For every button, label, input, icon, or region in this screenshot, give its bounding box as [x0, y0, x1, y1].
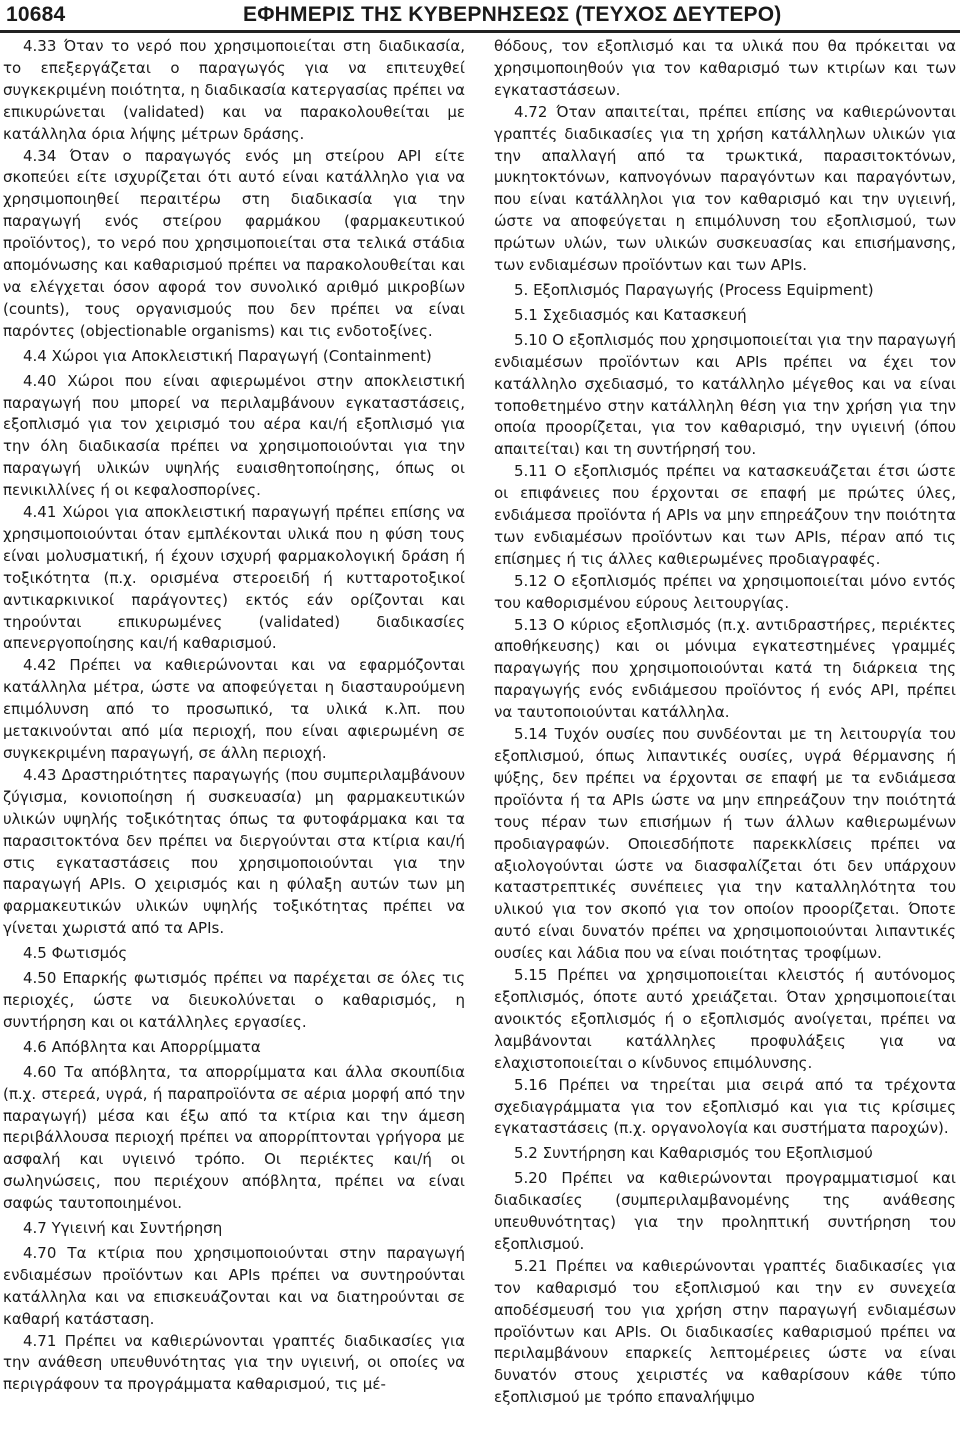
paragraph-5-15: 5.15 Πρέπει να χρησιμοποιείται κλειστός ή αυτόνομος εξοπλισμός, όποτε αυτό χρειάζεται. Όταν χρησιμοποιείται ανοικτός εξοπλισμός ή ο εξοπλισμός ανοίγεται, πρέπει να λαμβάνονται κατάλληλες προφυλάξεις για να ελαχιστοποιείται ο κίνδυνος επιμόλυνσης. [494, 966, 956, 1072]
paragraph-5-10: 5.10 Ο εξοπλισμός που χρησιμοποιείται για την παραγωγή ενδιαμέσων προϊόντων και APIs πρέπει να έχει τον κατάλληλο σχεδιασμό, το κατάλληλο μέγεθος και να είναι τοποθετημένο στην κατάλληλη θέση για την χρήση για την οποία προορίζεται, για τον καθαρισμό, την υγιεινή (όπου απαιτείται) και τη συντήρησή του. [494, 330, 956, 459]
left-column [3, 36, 465, 1396]
page-number: 10684 [6, 3, 66, 26]
section-heading-5-2: 5.2 Συντήρηση και Καθαρισμός του Εξοπλισμού [514, 1144, 873, 1163]
paragraph-4-70: 4.70 Τα κτίρια που χρησιμοποιούνται στην παραγωγή ενδιαμέσων προϊόντων και APIs πρέπει να συντηρούνται κατάλληλα και να επισκευάζονται και να διατηρούνται σε καθαρή κατάσταση. [3, 1243, 465, 1328]
paragraph-4-71: 4.71 Πρέπει να καθιερώνονται γραπτές διαδικασίες για την ανάθεση υπευθυνότητας για την υγιεινή, οι οποίες να περιγράφουν τα προγράμματα καθαρισμού, τις μέ- [3, 1331, 465, 1394]
section-heading-5-1: 5.1 Σχεδιασμός και Κατασκευή [514, 305, 747, 324]
section-heading-4-4: 4.4 Χώροι για Αποκλειστική Παραγωγή (Containment) [23, 346, 432, 365]
paragraph-5-21: 5.21 Πρέπει να καθιερώνονται γραπτές διαδικασίες για τον καθαρισμό του εξοπλισμού και την εν συνεχεία αποδέσμευσή του για χρήση στην παραγωγή ενδιαμέσων προϊόντων και APIs. Οι διαδικασίες καθαρισμού πρέπει να περιλαμβάνουν επαρκείς λεπτομέρειες ώστε να είναι δυνατόν στους χειριστές να καθαρίσουν κάθε τύπο εξοπλισμού με τρόπο επαναλήψιμο [494, 1256, 956, 1407]
section-heading-4-6: 4.6 Απόβλητα και Απορρίμματα [23, 1037, 261, 1056]
paragraph-4-50: 4.50 Επαρκής φωτισμός πρέπει να παρέχεται σε όλες τις περιοχές, ώστε να διευκολύνεται ο καθαρισμός, η συντήρηση και οι κατάλληλες εργασίες. [3, 969, 465, 1031]
paragraph-5-13: 5.13 Ο κύριος εξοπλισμός (π.χ. αντιδραστήρες, περιέκτες αποθήκευσης) και οι μόνιμα εγκατεστημένες γραμμές παραγωγής που χρησιμοποιούνται κατά τη διάρκεια της παραγωγής ενός ενδιάμεσου προϊόντος ή ενός API, πρέπει να ταυτοποιούνται κατάλληλα. [494, 615, 956, 722]
paragraph-5-16: 5.16 Πρέπει να τηρείται μια σειρά από τα τρέχοντα σχεδιαγράμματα για τον εξοπλισμό και για τις κρίσιμες εγκαταστάσεις (π.χ. οργανολογία και συστήματα παροχών). [494, 1075, 956, 1138]
paragraph-4-41: 4.41 Χώροι για αποκλειστική παραγωγή πρέπει επίσης να χρησιμοποιούνται όταν εμπλέκονται υλικά που η φύση τους είναι μολυσματική, ή έχουν ισχυρή φαρμακολογική δράση ή τοξικότητα (π.χ. ορισμένα στεροειδή ή κυτταροτοξικοί αντικαρκινικοί παράγοντες) εκτός εάν ορίζονται και τηρούνται επικυρωμένες (validated) διαδικασίες απενεργοποίησης και/ή καθαρισμού. [3, 503, 465, 653]
journal-title: ΕΦΗΜΕΡΙΣ ΤΗΣ ΚΥΒΕΡΝΗΣΕΩΣ (ΤΕΥΧΟΣ ΔΕΥΤΕΡΟ) [243, 3, 782, 26]
paragraph-4-60: 4.60 Τα απόβλητα, τα απορρίμματα και άλλα σκουπίδια (π.χ. στερεά, υγρά, ή παραπροϊόντα σε αέρια μορφή από την παραγωγή) μέσα και έξω από τα κτίρια και την άμεση περιβάλλουσα περιοχή πρέπει να απορρίπτονται γρήγορα με ασφαλή και υγιεινό τρόπο. Οι περιέκτες και/ή οι σωληνώσεις, που περιέχουν απόβλητα, πρέπει να είναι σαφώς ταυτοποιημένοι. [3, 1062, 465, 1213]
paragraph-5-20: 5.20 Πρέπει να καθιερώνονται προγραμματισμοί και διαδικασίες (συμπεριλαμβανομένης της ανάθεσης υπευθυνότητας) για την προληπτική συντήρηση του εξοπλισμού. [494, 1169, 956, 1253]
paragraph-4-40: 4.40 Χώροι που είναι αφιερωμένοι στην αποκλειστική παραγωγή που μπορεί να περιλαμβάνουν εγκαταστάσεις, εξοπλισμό για τον χειρισμό του αέρα και/ή εξοπλισμό για την όλη διαδικασία πρέπει να χρησιμοποιούνται για την παραγωγή υλικών υψηλής ευαισθητοποίησης, όπως οι πενικιλλίνες ή οι κεφαλοσπορίνες. [3, 371, 465, 500]
paragraph-4-33: 4.33 Όταν το νερό που χρησιμοποιείται στη διαδικασία, το επεξεργάζεται ο παραγωγός για να επιτευχθεί συγκεκριμένη ποιότητα, η διαδικασία κατεργασίας πρέπει να επικυρώνεται (validated) και να παρακολουθείται με κατάλληλα όρια λήψης μέτρων δράσης. [3, 37, 465, 143]
section-heading-5: 5. Εξοπλισμός Παραγωγής (Process Equipment) [514, 280, 874, 299]
paragraph-5-12: 5.12 Ο εξοπλισμός πρέπει να χρησιμοποιείται μόνο εντός του καθορισμένου εύρους λειτουργίας. [494, 571, 956, 612]
paragraph-4-34: 4.34 Όταν ο παραγωγός ενός μη στείρου API είτε σκοπεύει είτε ισχυρίζεται ότι αυτό είναι κατάλληλο για να χρησιμοποιηθεί περαιτέρω στη διαδικασία για την παραγωγή ενός στείρου φαρμάκου (φαρμακευτικού προϊόντος), το νερό που χρησιμοποιείται στα τελικά στάδια απομόνωσης και καθαρισμού πρέπει να παρακολουθείται και να ελέγχεται όσον αφορά τον συνολικό αριθμό μικροβίων (counts), τους οργανισμούς που δεν πρέπει να είναι παρόντες (objectionable organisms) και τις ενδοτοξίνες. [3, 146, 465, 340]
paragraph-4-43: 4.43 Δραστηριότητες παραγωγής (που συμπεριλαμβάνουν ζύγισμα, κονιοποίηση ή συσκευασία) μη φαρμακευτικών υλικών υψηλής τοξικότητας όπως τα φυτοφάρμακα και τα παρασιτοκτόνα δεν πρέπει να διεργούνται στα κτίρια και/ή στις εγκαταστάσεις που χρησιμοποιούνται για την παραγωγή APIs. Ο χειρισμός και η φύλαξη αυτών των μη φαρμακευτικών υλικών υψηλής τοξικότητας πρέπει να γίνεται χωριστά από τα APIs. [3, 765, 465, 938]
paragraph-4-71-continuation: θόδους, τον εξοπλισμό και τα υλικά που θα πρόκειται να χρησιμοποιηθούν για τον καθαρισμό των κτιρίων και των εγκαταστάσεων. [494, 37, 956, 99]
section-heading-4-5: 4.5 Φωτισμός [23, 944, 128, 963]
section-heading-4-7: 4.7 Υγιεινή και Συντήρηση [23, 1219, 223, 1238]
paragraph-4-42: 4.42 Πρέπει να καθιερώνονται και να εφαρμόζονται κατάλληλα μέτρα, ώστε να αποφεύγεται η διασταυρούμενη επιμόλυνση από το προσωπικό, τα υλικά κ.λπ. που μετακινούνται από μία περιοχή, που είναι αφιερωμένη σε συγκεκριμένη παραγωγή, σε άλλη περιοχή. [3, 656, 465, 762]
page-header [0, 0, 960, 33]
right-column [494, 36, 956, 1409]
paragraph-5-14: 5.14 Τυχόν ουσίες που συνδέονται με τη λειτουργία του εξοπλισμού, όπως λιπαντικές ουσίες, υγρά θέρμανσης ή ψύξης, δεν πρέπει να έρχονται σε επαφή με τα ενδιάμεσα προϊόντα ή τα APIs ώστε να μην επηρεάζουν την ποιότητά τους πέραν των επισήμων ή των άλλων καθιερωμένων προδιαγραφών. Οποιεσδήποτε παρεκκλίσεις πρέπει να αξιολογούνται ώστε να διασφαλίζεται ότι δεν υπάρχουν καταστρεπτικές συνέπειες για την καταλληλότητα του υλικού για τον σκοπό για τον οποίον προορίζεται. Όποτε αυτό είναι δυνατόν πρέπει να χρησιμοποιούνται λιπαντικές ουσίες και λάδια που να είναι ποιότητας τροφίμων. [494, 725, 956, 963]
paragraph-4-72: 4.72 Όταν απαιτείται, πρέπει επίσης να καθιερώνονται γραπτές διαδικασίες για τη χρήση κατάλληλων υλικών για την απαλλαγή από τα τρωκτικά, παρασιτοκτόνων, μυκητοκτόνων, καπνογόνων παραγόντων και παραγόντων, που είναι κατάλληλοι για τον καθαρισμό και την υγιεινή, ώστε να αποφεύγεται η επιμόλυνση του εξοπλισμού, των πρώτων υλών, των υλικών συσκευασίας και επισήμανσης, των ενδιαμέσων προϊόντων και των APIs. [494, 102, 956, 275]
paragraph-5-11: 5.11 Ο εξοπλισμός πρέπει να κατασκευάζεται έτσι ώστε οι επιφάνειες που έρχονται σε επαφή με πρώτες ύλες, ενδιάμεσα προϊόντα ή APIs να μην επηρεάζουν την ποιότητα των ενδιαμέσων προϊόντων και των APIs, πέραν από τις επίσημες ή τις άλλες καθιερωμένες προδιαγραφές. [494, 462, 956, 568]
